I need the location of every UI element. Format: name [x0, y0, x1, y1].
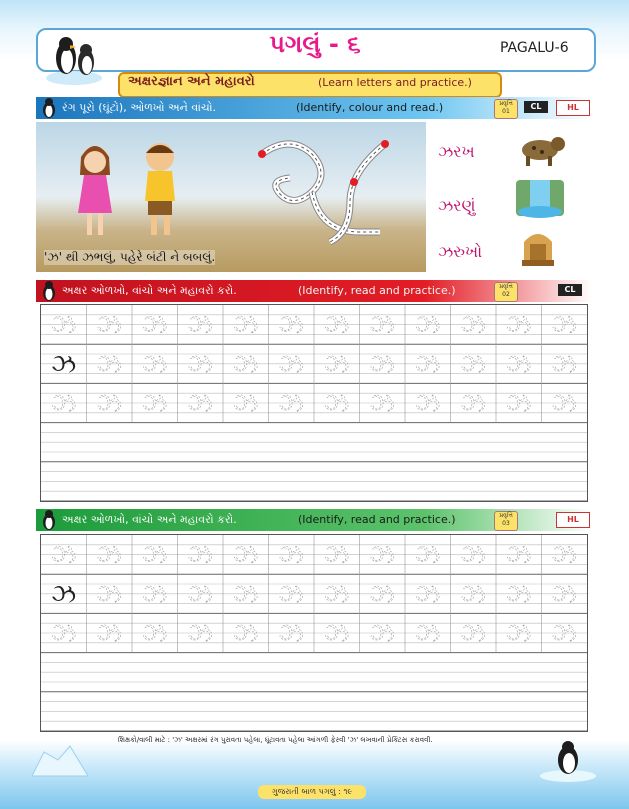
trace-letter: ઝ: [369, 349, 395, 380]
trace-letter: ઝ: [324, 349, 350, 380]
practice-grid-2: [40, 534, 588, 732]
trace-letter: ઝ: [233, 579, 259, 610]
trace-letter: ઝ: [415, 349, 441, 380]
word-3: ઝરુખો: [438, 242, 483, 261]
trace-letter: ઝ: [187, 540, 213, 571]
trace-letter: ઝ: [96, 618, 122, 649]
section2-instruction: અક્ષર ઓળખો, વાંચો અને મહાવરો કરો.: [62, 284, 237, 297]
cl-badge: CL: [558, 284, 582, 296]
trace-letter: ઝ: [415, 618, 441, 649]
trace-letter: ઝ: [506, 540, 532, 571]
trace-letter: ઝ: [233, 310, 259, 341]
trace-letter: ઝ: [233, 618, 259, 649]
trace-letter: ઝ: [96, 388, 122, 419]
trace-letter: ઝ: [142, 310, 168, 341]
section1-instruction: રંગ પૂરો (ઘૂંટો), ઓળખો અને વાંચો.: [62, 101, 216, 114]
trace-letter: ઝ: [369, 579, 395, 610]
trace-letter: ઝ: [369, 388, 395, 419]
penguin-icon: [538, 738, 598, 782]
trace-letter: ઝ: [369, 618, 395, 649]
trace-letter: ઝ: [551, 579, 577, 610]
model-letter: ઝ: [51, 349, 77, 380]
activity-tag-1: પ્રવૃત્તિ 01: [494, 99, 518, 119]
trace-letter: ઝ: [324, 310, 350, 341]
trace-letter: ઝ: [506, 579, 532, 610]
cl-badge: CL: [524, 101, 548, 113]
trace-letter: ઝ: [96, 349, 122, 380]
activity-tag-3: પ્રવૃત્તિ 03: [494, 511, 518, 531]
penguin-icon: [44, 30, 104, 85]
trace-letter: ઝ: [278, 388, 304, 419]
iceberg-icon: [30, 742, 90, 778]
section2-instruction-english: (Identify, read and practice.): [298, 284, 456, 297]
trace-letter: ઝ: [324, 388, 350, 419]
letter-tracing-icon: [250, 132, 400, 252]
trace-letter: ઝ: [369, 310, 395, 341]
trace-letter: ઝ: [142, 540, 168, 571]
trace-letter: ઝ: [278, 618, 304, 649]
trace-letter: ઝ: [369, 540, 395, 571]
penguin-small-icon: [40, 280, 58, 302]
trace-letter: ઝ: [142, 349, 168, 380]
balcony-icon: [518, 226, 558, 270]
trace-letter: ઝ: [233, 540, 259, 571]
trace-letter: ઝ: [187, 310, 213, 341]
trace-letter: ઝ: [51, 618, 77, 649]
trace-letter: ઝ: [415, 579, 441, 610]
trace-letter: ઝ: [187, 579, 213, 610]
section3-instruction: અક્ષર ઓળખો, વાંચો અને મહાવરો કરો.: [62, 513, 237, 526]
trace-letter: ઝ: [415, 540, 441, 571]
section3-instruction-english: (Identify, read and practice.): [298, 513, 456, 526]
trace-letter: ઝ: [278, 349, 304, 380]
trace-letter: ઝ: [460, 388, 486, 419]
model-letter: ઝ: [51, 579, 77, 610]
trace-letter: ઝ: [187, 618, 213, 649]
trace-letter: ઝ: [51, 388, 77, 419]
trace-letter: ઝ: [551, 388, 577, 419]
trace-letter: ઝ: [278, 540, 304, 571]
trace-letter: ઝ: [324, 579, 350, 610]
trace-letter: ઝ: [460, 310, 486, 341]
trace-letter: ઝ: [551, 618, 577, 649]
hyena-icon: [514, 130, 566, 168]
page-title: પગલું - ૬: [269, 30, 361, 58]
hl-badge: HL: [556, 100, 590, 116]
trace-letter: ઝ: [324, 618, 350, 649]
trace-letter: ઝ: [187, 388, 213, 419]
trace-letter: ઝ: [96, 540, 122, 571]
trace-letter: ઝ: [142, 388, 168, 419]
footer-banner: ગુજરાતી બાળ પગલું : ૧૯: [258, 785, 366, 799]
trace-letter: ઝ: [551, 310, 577, 341]
trace-letter: ઝ: [233, 349, 259, 380]
waterfall-icon: [514, 176, 566, 220]
trace-letter: ઝ: [187, 349, 213, 380]
trace-letter: ઝ: [324, 540, 350, 571]
trace-letter: ઝ: [96, 579, 122, 610]
trace-letter: ઝ: [506, 388, 532, 419]
section1-instruction-english: (Identify, colour and read.): [296, 101, 444, 114]
trace-letter: ઝ: [460, 540, 486, 571]
teacher-note: શિક્ષકો/વાલી માટે : 'ઝ' અક્ષરમાં રંગ પુરાવતા પહેલા, ઘૂંટાવતા પહેલા આંગળી ફેરવી 'ઝ' લખવાની પ્રેક્ટિસ કરાવવી.: [118, 736, 433, 744]
subtitle-english: (Learn letters and practice.): [318, 76, 472, 89]
hl-badge: HL: [556, 512, 590, 528]
trace-letter: ઝ: [51, 540, 77, 571]
letter-caption: 'ઝ' થી ઝભલું, પહેરે બંટી ને બબલું.: [44, 250, 216, 264]
trace-letter: ઝ: [233, 388, 259, 419]
word-2: ઝરણું: [438, 196, 476, 215]
trace-letter: ઝ: [460, 349, 486, 380]
subtitle-gujarati: અક્ષરજ્ઞાન અને મહાવરો: [128, 74, 255, 89]
trace-letter: ઝ: [278, 310, 304, 341]
trace-letter: ઝ: [278, 579, 304, 610]
page-code: PAGALU-6: [500, 40, 569, 56]
trace-letter: ઝ: [142, 618, 168, 649]
trace-letter: ઝ: [96, 310, 122, 341]
penguin-small-icon: [40, 97, 58, 119]
trace-letter: ઝ: [415, 388, 441, 419]
trace-letter: ઝ: [551, 540, 577, 571]
word-1: ઝરખ: [438, 142, 475, 161]
trace-letter: ઝ: [51, 310, 77, 341]
penguin-small-icon: [40, 509, 58, 531]
trace-letter: ઝ: [506, 349, 532, 380]
trace-letter: ઝ: [506, 310, 532, 341]
trace-letter: ઝ: [551, 349, 577, 380]
trace-letter: ઝ: [142, 579, 168, 610]
trace-letter: ઝ: [506, 618, 532, 649]
trace-letter: ઝ: [460, 579, 486, 610]
children-icon: [60, 135, 200, 245]
activity-tag-2: પ્રવૃત્તિ 02: [494, 282, 518, 302]
trace-letter: ઝ: [460, 618, 486, 649]
trace-letter: ઝ: [415, 310, 441, 341]
practice-grid-1: [40, 304, 588, 502]
